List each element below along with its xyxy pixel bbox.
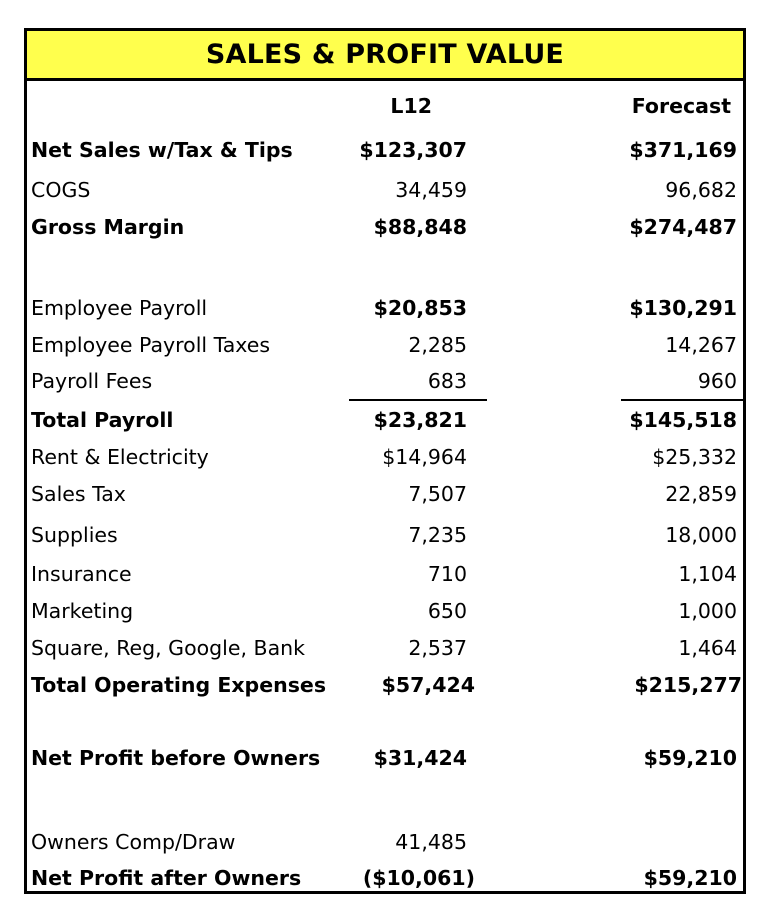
row-value-forecast: 18,000 bbox=[665, 523, 737, 547]
row-label: Rent & Electricity bbox=[31, 445, 209, 469]
row-label: Net Sales w/Tax & Tips bbox=[31, 138, 293, 162]
row-rent-electricity bbox=[27, 440, 743, 474]
row-label: Marketing bbox=[31, 599, 134, 623]
row-value-l12: $23,821 bbox=[373, 408, 467, 432]
row-insurance bbox=[27, 557, 743, 591]
row-value-l12: ($10,061) bbox=[362, 866, 475, 890]
column-header-forecast: Forecast bbox=[631, 94, 731, 118]
row-value-forecast: $145,518 bbox=[629, 408, 737, 432]
row-value-l12: $88,848 bbox=[373, 215, 467, 239]
row-label: Square, Reg, Google, Bank bbox=[31, 636, 305, 660]
row-supplies bbox=[27, 518, 743, 552]
subtotal-rule-l12 bbox=[349, 399, 487, 401]
profit-sheet bbox=[24, 28, 746, 894]
row-label: Net Profit after Owners bbox=[31, 866, 302, 890]
row-value-l12: 650 bbox=[427, 599, 467, 623]
row-value-forecast: 96,682 bbox=[665, 178, 737, 202]
column-header-l12: L12 bbox=[390, 94, 432, 118]
row-sales-tax bbox=[27, 477, 743, 511]
row-net-profit-after-owners bbox=[27, 861, 743, 895]
row-value-l12: 683 bbox=[427, 369, 467, 393]
row-value-l12: $14,964 bbox=[382, 445, 467, 469]
row-value-forecast: 22,859 bbox=[665, 482, 737, 506]
row-cogs bbox=[27, 173, 743, 207]
row-value-forecast: $371,169 bbox=[629, 138, 737, 162]
row-label: Total Payroll bbox=[31, 408, 174, 432]
row-value-l12: 7,507 bbox=[408, 482, 467, 506]
row-total-operating-expenses bbox=[27, 668, 743, 702]
row-value-l12: 2,537 bbox=[408, 636, 467, 660]
row-label: COGS bbox=[31, 178, 91, 202]
row-label: Supplies bbox=[31, 523, 118, 547]
row-label: Payroll Fees bbox=[31, 369, 153, 393]
row-value-forecast: $59,210 bbox=[643, 866, 737, 890]
row-owners-comp-draw bbox=[27, 825, 743, 859]
row-value-l12: 710 bbox=[427, 562, 467, 586]
row-net-profit-before-owners bbox=[27, 741, 743, 775]
row-value-l12: 34,459 bbox=[395, 178, 467, 202]
row-total-payroll bbox=[27, 403, 743, 437]
subtotal-rule-forecast bbox=[621, 399, 743, 401]
row-value-forecast: 14,267 bbox=[665, 333, 737, 357]
row-label: Employee Payroll Taxes bbox=[31, 333, 271, 357]
column-header-row bbox=[27, 89, 743, 123]
row-net-sales bbox=[27, 133, 743, 167]
row-value-forecast: $274,487 bbox=[629, 215, 737, 239]
row-value-forecast: 1,464 bbox=[678, 636, 737, 660]
row-value-l12: $20,853 bbox=[373, 296, 467, 320]
row-value-l12: 41,485 bbox=[395, 830, 467, 854]
row-square-reg-google-bank bbox=[27, 631, 743, 665]
row-value-forecast: 1,000 bbox=[678, 599, 737, 623]
row-value-l12: 2,285 bbox=[408, 333, 467, 357]
row-label: Employee Payroll bbox=[31, 296, 208, 320]
sheet-title: SALES & PROFIT VALUE bbox=[27, 31, 743, 81]
row-employee-payroll-taxes bbox=[27, 328, 743, 362]
row-value-l12: 7,235 bbox=[408, 523, 467, 547]
row-value-forecast: 960 bbox=[697, 369, 737, 393]
row-value-forecast: 1,104 bbox=[678, 562, 737, 586]
row-employee-payroll bbox=[27, 291, 743, 325]
row-label: Insurance bbox=[31, 562, 132, 586]
row-payroll-fees bbox=[27, 364, 743, 398]
row-label: Total Operating Expenses bbox=[31, 673, 327, 697]
row-value-forecast: $25,332 bbox=[652, 445, 737, 469]
row-value-forecast: $130,291 bbox=[629, 296, 737, 320]
row-label: Owners Comp/Draw bbox=[31, 830, 236, 854]
row-marketing bbox=[27, 594, 743, 628]
row-label: Net Profit before Owners bbox=[31, 746, 321, 770]
row-gross-margin bbox=[27, 210, 743, 244]
row-label: Gross Margin bbox=[31, 215, 185, 239]
row-value-l12: $31,424 bbox=[373, 746, 467, 770]
row-value-forecast: $215,277 bbox=[634, 673, 742, 697]
row-value-l12: $57,424 bbox=[381, 673, 475, 697]
row-value-l12: $123,307 bbox=[359, 138, 467, 162]
row-label: Sales Tax bbox=[31, 482, 126, 506]
row-value-forecast: $59,210 bbox=[643, 746, 737, 770]
